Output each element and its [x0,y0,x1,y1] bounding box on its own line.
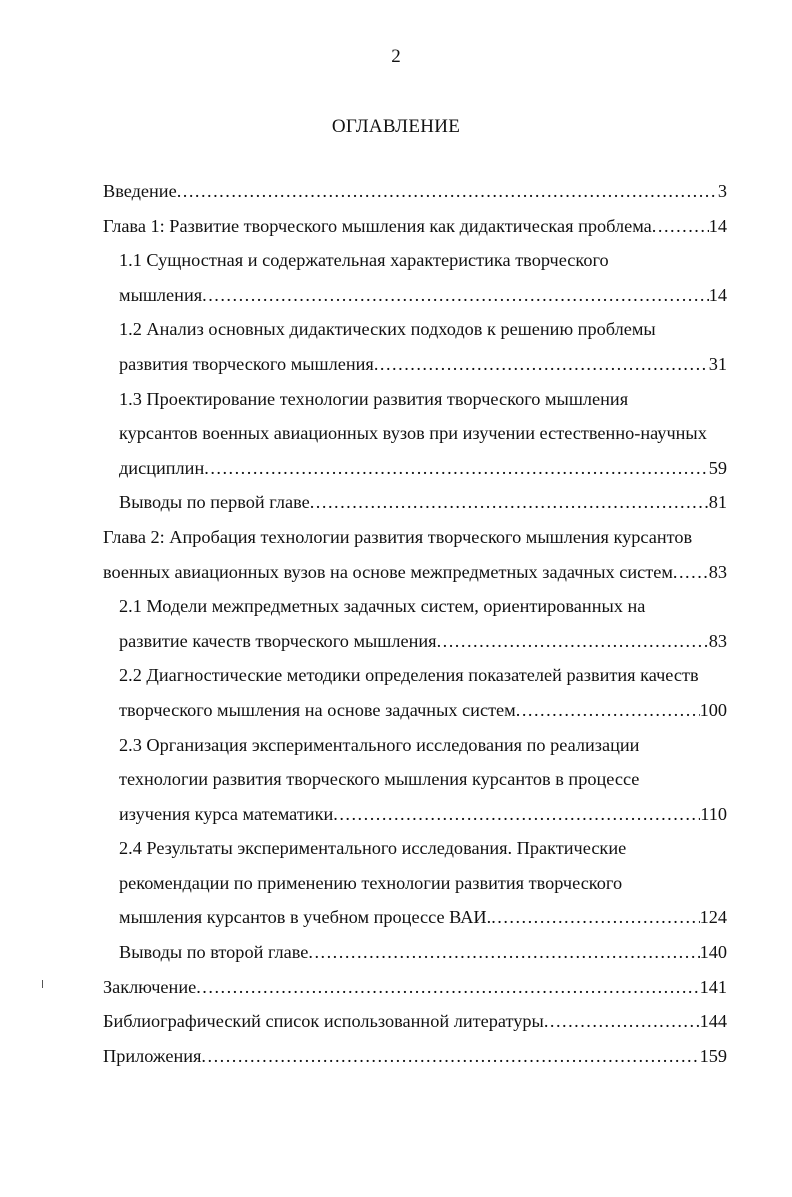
toc-entry-title: развития творческого мышления [119,353,374,374]
toc-entry-page-number: 110 [700,803,727,824]
dot-leader [673,558,709,586]
toc-entry [103,523,727,592]
toc-entry-final-line [103,212,727,247]
toc-entry-final-line [103,488,727,523]
toc-entry [103,488,727,523]
toc-entry [103,1042,727,1077]
dot-leader [652,212,709,240]
toc-entry-final-line [103,1007,727,1042]
toc-entry-title: Приложения [103,1045,202,1066]
table-of-contents [103,177,727,1076]
toc-entry-final-line [103,903,727,938]
toc-entry-final-line [103,454,727,489]
toc-entry-title: военных авиационных вузов на основе межпредметных задачных систем [103,561,673,582]
dot-leader [333,800,700,828]
toc-entry-title: Библиографический список использованной литературы [103,1011,544,1032]
toc-entry-page-number: 159 [699,1045,727,1066]
toc-entry-title: Выводы по второй главе [119,942,309,963]
toc-entry-final-line [103,1042,727,1077]
dot-leader [544,1007,700,1035]
toc-entry-title: творческого мышления на основе задачных систем [119,699,516,720]
toc-entry-title: Введение [103,181,177,201]
dot-leader [437,627,709,655]
toc-entry-text-line: 1.2 Анализ основных дидактических подходов к решению проблемы [119,319,656,340]
toc-entry [103,834,727,938]
toc-entry [103,592,727,661]
dot-leader [308,938,699,966]
toc-entry [103,315,727,384]
toc-entry [103,177,727,212]
toc-entry-page-number: 100 [699,699,727,720]
toc-entry-final-line [103,281,727,316]
dot-leader [491,903,699,931]
page-number: 2 [391,46,401,67]
toc-entry-final-line [103,696,727,731]
toc-entry-final-line [103,350,727,385]
toc-entry-text-line: рекомендации по применению технологии развития творческого [119,872,623,893]
toc-entry [103,661,727,730]
toc-entry-title: Заключение [103,976,197,997]
toc-entry-text-line: Глава 2: Апробация технологии развития творческого мышления курсантов [103,526,693,547]
toc-entry [103,731,727,835]
toc-entry-page-number: 83 [708,630,727,651]
toc-entry-final-line [103,627,727,662]
toc-entry-title: изучения курса математики [119,803,334,824]
toc-entry [103,385,727,489]
toc-entry-title: Выводы по первой главе [119,492,310,513]
dot-leader [201,1042,699,1070]
toc-entry-title: Глава 1: Развитие творческого мышления как дидактическая проблема [103,215,652,236]
toc-entry [103,246,727,315]
toc-entry-text-line: 2.1 Модели межпредметных задачных систем, ориентированных на [119,596,646,617]
dot-leader [196,973,699,1001]
toc-entry-text-line: 1.3 Проектирование технологии развития творческого мышления [119,388,629,409]
toc-entry-page-number: 141 [699,976,727,997]
toc-entry-text-line: курсантов военных авиационных вузов при изучении естественно-научных [119,423,707,444]
toc-entry-page-number: 140 [699,942,727,963]
toc-entry-title: дисциплин [119,457,205,478]
toc-entry-text-line: технологии развития творческого мышления курсантов в процессе [119,769,640,790]
scan-artifact-mark [42,980,43,988]
toc-entry-text-line: 2.3 Организация экспериментального исследования по реализации [119,734,640,755]
toc-title: ОГЛАВЛЕНИЕ [331,116,461,137]
dot-leader [374,350,709,378]
toc-entry-final-line [103,938,727,973]
toc-entry-page-number: 31 [708,353,727,374]
dot-leader [204,454,708,482]
toc-entry-page-number: 124 [699,907,727,928]
toc-entry-final-line [103,177,727,212]
toc-entry-text-line: 1.1 Сущностная и содержательная характеристика творческого [119,250,609,271]
toc-entry-text-line: 2.2 Диагностические методики определения показателей развития качеств [119,665,699,686]
toc-entry-page-number: 3 [717,181,727,201]
toc-entry-page-number: 14 [708,215,727,236]
toc-entry-title: мышления [119,284,203,305]
dot-leader [202,281,709,309]
toc-entry-page-number: 81 [708,492,727,513]
toc-entry-page-number: 14 [708,284,727,305]
toc-entry-page-number: 83 [708,561,727,582]
toc-entry [103,938,727,973]
toc-entry [103,1007,727,1042]
dot-leader [310,488,709,516]
toc-entry-final-line [103,973,727,1008]
toc-entry [103,973,727,1008]
dot-leader [177,177,718,205]
toc-entry-text-line: 2.4 Результаты экспериментального исследования. Практические [119,838,627,859]
toc-entry-page-number: 144 [699,1011,727,1032]
toc-entry-page-number: 59 [708,457,727,478]
toc-entry-final-line [103,558,727,593]
toc-entry-title: мышления курсантов в учебном процессе ВАИ. [119,907,492,928]
toc-entry-title: развитие качеств творческого мышления [119,630,437,651]
toc-entry [103,212,727,247]
toc-entry-final-line [103,800,727,835]
dot-leader [516,696,700,724]
